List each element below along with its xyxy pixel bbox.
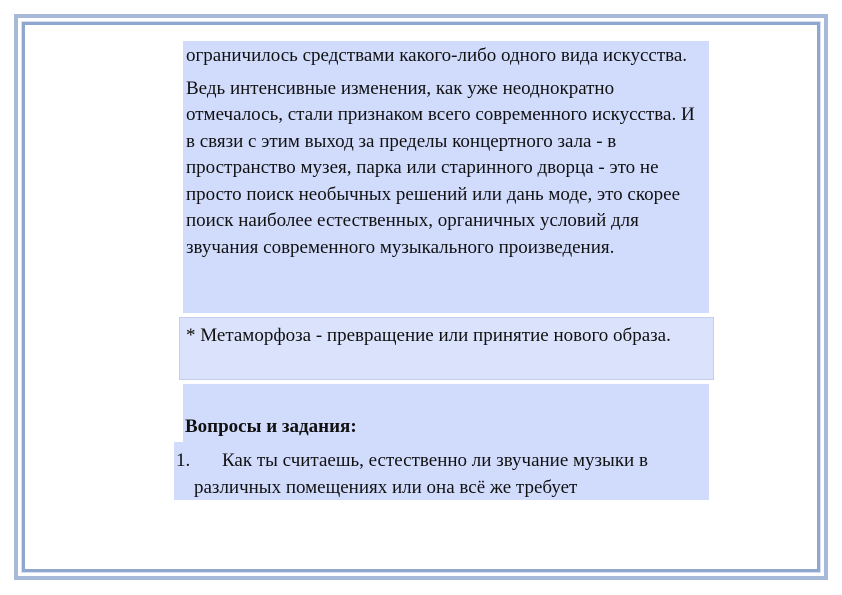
list-item-number: 1. [176, 450, 191, 471]
questions-heading: Вопросы и задания: [185, 416, 357, 437]
main-text-block [183, 41, 709, 313]
paragraph-main: Ведь интенсивные изменения, как уже неоднократно отмечалось, стали признаком всего современного искусства. И в связи с этим выход за пределы концертного зала - в пространство музея, парка или старинного дворца - это не просто поиск необычных решений или дань моде, это скорее поиск наиболее естественных, органичных условий для звучания современного музыкального произведения. [186, 77, 695, 258]
paragraph-continuation: ограничилось средствами какого-либо одного вида искусства. [186, 45, 688, 66]
questions-section [183, 384, 709, 442]
list-item-text-line1: Как ты считаешь, естественно ли звучание музыки в [222, 450, 648, 471]
footnote-box [179, 317, 714, 380]
list-item-text-line2: различных помещениях или она всё же требует [194, 476, 578, 498]
footnote-text: * Метаморфоза - превращение или принятие нового образа. [186, 325, 671, 346]
list-item [176, 448, 707, 475]
question-list [174, 442, 709, 500]
